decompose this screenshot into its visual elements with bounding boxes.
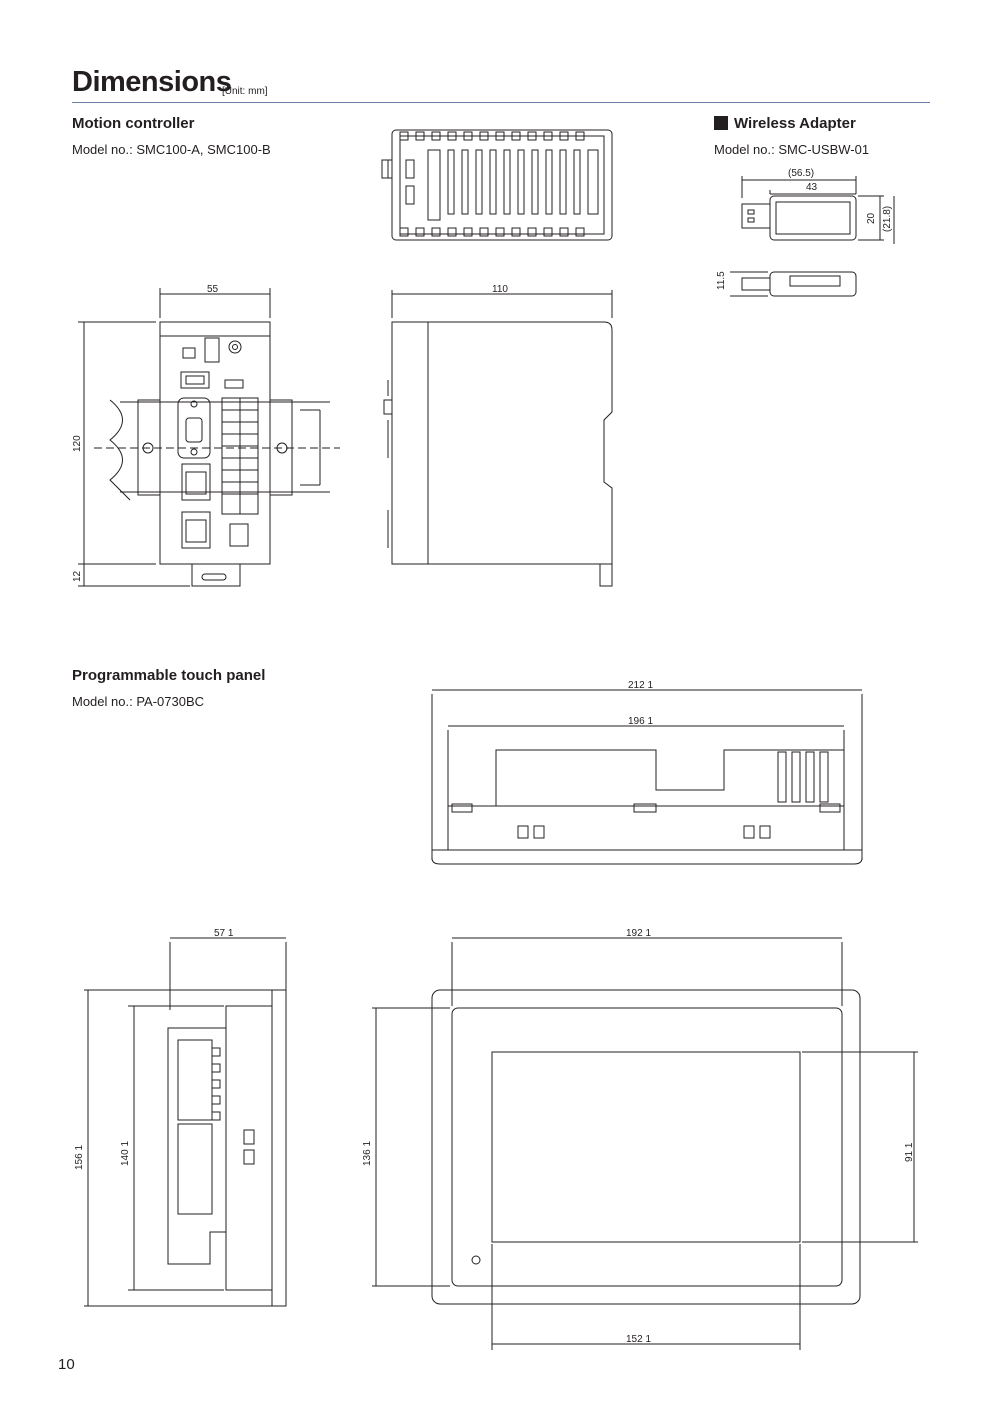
page-title: Dimensions xyxy=(72,66,232,98)
dim-controller-height: 120 xyxy=(72,435,83,452)
dim-panel-front-height: 136 1 xyxy=(362,1140,373,1166)
dim-adapter-thickness: 11.5 xyxy=(716,271,727,290)
dim-adapter-height: 20 xyxy=(866,212,877,224)
wireless-adapter-drawing xyxy=(730,176,894,296)
dim-panel-top-inner: 196 1 xyxy=(628,716,654,727)
controller-front-view xyxy=(78,288,340,586)
dim-panel-top-outer: 212 1 xyxy=(628,680,654,691)
motion-controller-model: Model no.: SMC100-A, SMC100-B xyxy=(72,142,271,157)
dim-panel-side-depth: 57 1 xyxy=(214,928,234,939)
dim-adapter-height-overall: (21.8) xyxy=(882,205,893,232)
dim-adapter-overall: (56.5) xyxy=(788,168,815,179)
dim-panel-side-outer: 156 1 xyxy=(74,1144,85,1170)
panel-front-view xyxy=(372,938,918,1350)
dim-adapter-body: 43 xyxy=(806,182,818,193)
dim-panel-screen-width: 152 1 xyxy=(626,1334,652,1345)
touch-panel-model: Model no.: PA-0730BC xyxy=(72,694,204,709)
page-number: 10 xyxy=(58,1356,75,1373)
motion-controller-heading: Motion controller xyxy=(72,115,195,132)
controller-side-view xyxy=(384,290,612,586)
touch-panel-heading: Programmable touch panel xyxy=(72,667,266,684)
unit-note: [Unit: mm] xyxy=(222,86,268,97)
dim-panel-side-inner: 140 1 xyxy=(120,1140,131,1166)
dim-controller-width: 55 xyxy=(207,284,219,295)
panel-side-view xyxy=(84,938,286,1306)
wireless-adapter-model: Model no.: SMC-USBW-01 xyxy=(714,142,870,157)
dim-controller-depth: 110 xyxy=(492,284,508,295)
wireless-adapter-heading: Wireless Adapter xyxy=(734,115,856,132)
controller-top-view xyxy=(382,130,612,240)
dim-controller-tab: 12 xyxy=(72,570,83,582)
dim-panel-front-width: 192 1 xyxy=(626,928,652,939)
dim-panel-screen-height: 91 1 xyxy=(904,1142,915,1162)
